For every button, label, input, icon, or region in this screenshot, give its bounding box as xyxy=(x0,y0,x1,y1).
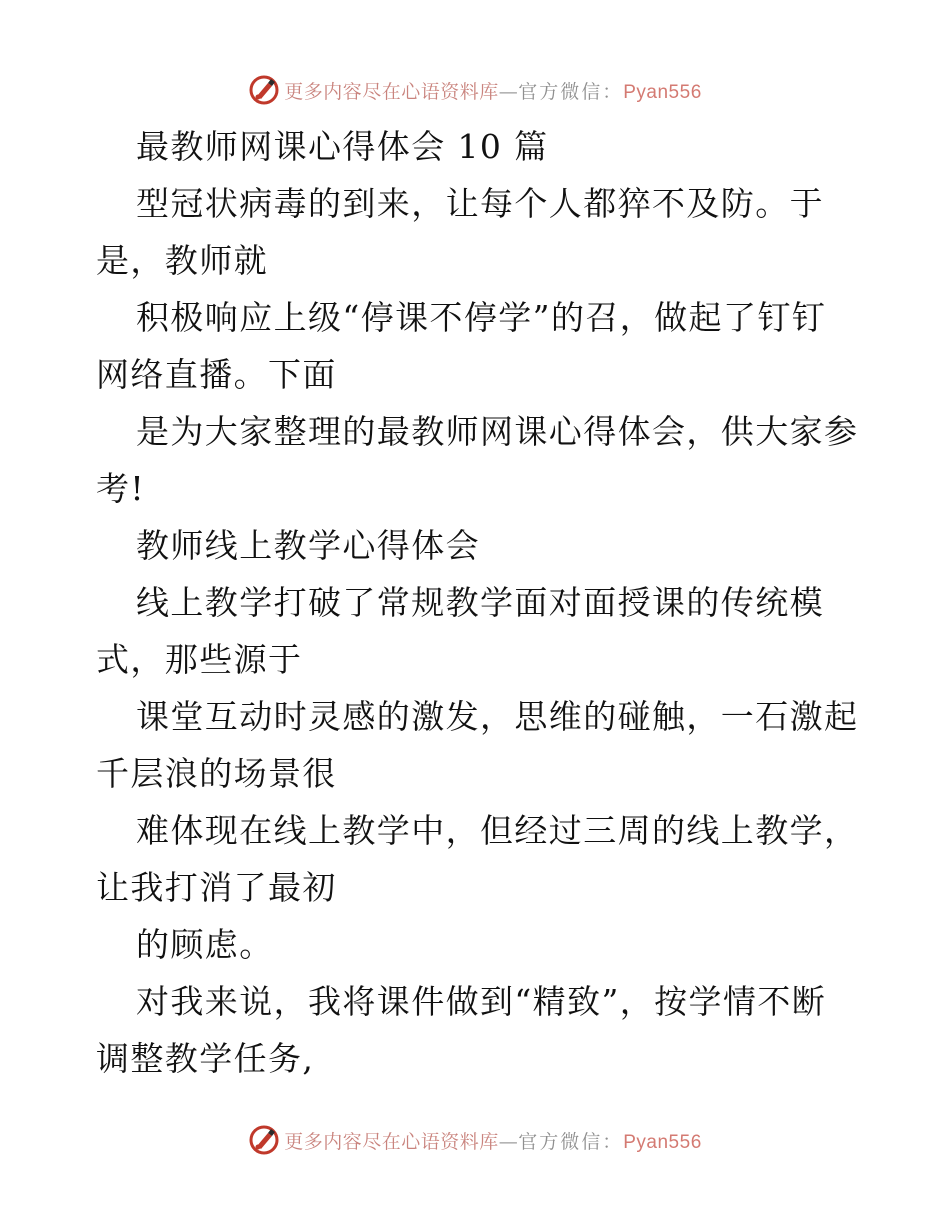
brush-logo-icon xyxy=(248,1124,280,1156)
text-line: 最教师网课心得体会 10 篇 xyxy=(136,127,549,166)
text-line: 教师线上教学心得体会 xyxy=(136,526,480,565)
watermark-site-text: 更多内容尽在心语资料库 xyxy=(284,1130,499,1153)
text-line: 型冠状病毒的到来，让每个人都猝不及防。于 xyxy=(136,184,824,223)
document-body xyxy=(96,118,859,1087)
text-line: 是，教师就 xyxy=(96,241,268,280)
watermark-text xyxy=(284,1127,702,1154)
watermark-official-text: 官方微信： xyxy=(518,1130,624,1153)
text-line: 考! xyxy=(96,469,146,508)
text-line: 的顾虑。 xyxy=(136,925,274,964)
text-line: 对我来说，我将课件做到“精致”，按学情不断 xyxy=(136,982,827,1021)
text-line: 调整教学任务, xyxy=(96,1039,315,1078)
watermark-site-text: 更多内容尽在心语资料库 xyxy=(284,80,499,103)
watermark-official-text: 官方微信： xyxy=(518,80,624,103)
watermark-dash: — xyxy=(498,80,519,103)
text-line: 积极响应上级“停课不停学”的召，做起了钉钉 xyxy=(136,298,827,337)
text-line: 线上教学打破了常规教学面对面授课的传统模 xyxy=(136,583,824,622)
text-line: 式，那些源于 xyxy=(96,640,303,679)
brush-logo-icon xyxy=(248,74,280,106)
text-line: 让我打消了最初 xyxy=(96,868,337,907)
watermark-text xyxy=(284,77,702,104)
text-line: 千层浪的场景很 xyxy=(96,754,337,793)
watermark-dash: — xyxy=(498,1130,519,1153)
header-watermark xyxy=(0,70,950,110)
text-line: 是为大家整理的最教师网课心得体会，供大家参 xyxy=(136,412,859,451)
watermark-wechat-id: Pyan556 xyxy=(623,81,702,103)
footer-watermark xyxy=(0,1120,950,1160)
text-line: 课堂互动时灵感的激发，思维的碰触，一石激起 xyxy=(136,697,859,736)
text-line: 网络直播。下面 xyxy=(96,355,337,394)
text-line: 难体现在线上教学中，但经过三周的线上教学， xyxy=(136,811,859,850)
watermark-wechat-id: Pyan556 xyxy=(623,1131,702,1153)
